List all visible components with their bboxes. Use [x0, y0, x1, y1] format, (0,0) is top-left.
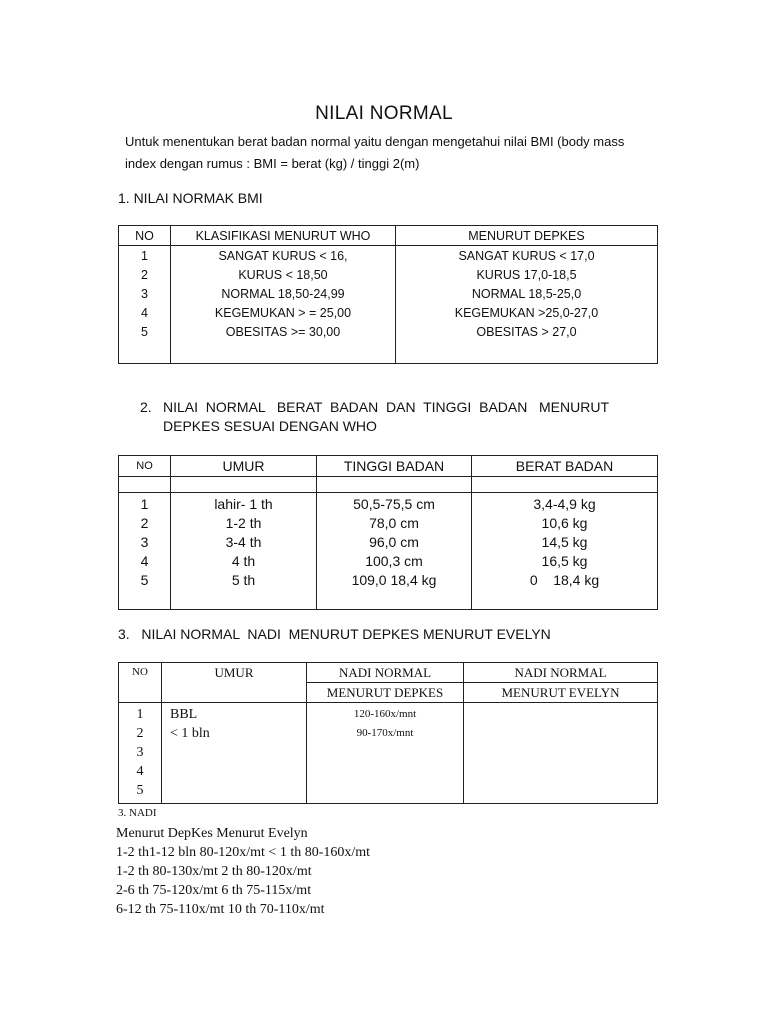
no-column: [119, 703, 162, 804]
table-header: NO: [119, 456, 171, 477]
table-cell: OBESITAS > 27,0: [476, 325, 577, 339]
table-cell: SANGAT KURUS < 17,0: [458, 249, 595, 263]
notes-line: 6-12 th 75-110x/mt 10 th 70-110x/mt: [116, 902, 325, 917]
table-cell: 5 th: [231, 572, 256, 588]
notes-line: Menurut DepKes Menurut Evelyn: [116, 826, 308, 841]
table-cell: 109,0 18,4 kg: [351, 572, 437, 588]
table-cell: 96,0 cm: [369, 534, 419, 550]
tinggi-column: [317, 493, 472, 610]
empty-cell: [472, 477, 658, 493]
table-header: TINGGI BADAN: [317, 456, 472, 477]
table-cell: < 1 bln: [170, 726, 210, 741]
table-cell: 1-2 th: [225, 515, 262, 531]
table-cell: NORMAL 18,5-25,0: [471, 287, 582, 301]
depkes-column: [307, 703, 464, 804]
intro-paragraph: [125, 131, 665, 175]
table-cell: 5: [141, 325, 148, 339]
empty-cell: [119, 477, 171, 493]
umur-column: [171, 493, 317, 610]
table-header: MENURUT DEPKES: [307, 683, 464, 703]
section2-heading: DEPKES SESUAI DENGAN WHO: [163, 418, 377, 434]
table-header: KLASIFIKASI MENURUT WHO: [171, 226, 396, 246]
table-cell: 4: [141, 306, 148, 320]
table-header: NADI NORMAL: [464, 663, 658, 683]
table-cell: NORMAL 18,50-24,99: [221, 287, 345, 301]
table-header: BERAT BADAN: [472, 456, 658, 477]
table-cell: BBL: [170, 707, 198, 722]
table-cell: KEGEMUKAN > = 25,00: [214, 306, 352, 320]
pulse-table: [118, 662, 658, 804]
table-cell: 3: [136, 745, 144, 760]
table-cell: 4: [136, 764, 144, 779]
table-cell: 3,4-4,9 kg: [533, 496, 596, 512]
table-cell: SANGAT KURUS < 16,: [218, 249, 348, 263]
table-header: UMUR: [171, 456, 317, 477]
empty-cell: [171, 477, 317, 493]
table-cell: 78,0 cm: [369, 515, 419, 531]
section3-heading: 3. NILAI NORMAL NADI MENURUT DEPKES MENURUT EVELYN: [118, 626, 551, 642]
notes-line: 2-6 th 75-120x/mt 6 th 75-115x/mt: [116, 883, 312, 898]
table-cell: 1: [140, 496, 149, 512]
table-header: NADI NORMAL: [307, 663, 464, 683]
depkes-column: [396, 246, 658, 364]
table-cell: 5: [136, 783, 144, 798]
table-cell: 3: [140, 534, 149, 550]
page-title: NILAI NORMAL: [315, 103, 453, 124]
table-cell: OBESITAS >= 30,00: [225, 325, 341, 339]
table-header: MENURUT EVELYN: [464, 683, 658, 703]
table-cell: 4 th: [231, 553, 256, 569]
bmi-table: [118, 225, 658, 364]
notes-block: [116, 824, 370, 919]
intro-line: index dengan rumus : BMI = berat (kg) / tinggi 2(m): [125, 156, 420, 171]
notes-line: 1-2 th 80-130x/mt 2 th 80-120x/mt: [116, 864, 312, 879]
table-cell: KEGEMUKAN >25,0-27,0: [454, 306, 599, 320]
table-cell: lahir- 1 th: [214, 496, 273, 512]
no-column: [119, 493, 171, 610]
table-header: NO: [119, 226, 171, 246]
section1-heading: 1. NILAI NORMAK BMI: [118, 190, 263, 206]
table-cell: 1: [136, 707, 144, 722]
umur-column: [162, 703, 307, 804]
table-header: NO: [119, 663, 162, 703]
table-cell: 0 18,4 kg: [529, 572, 600, 588]
table-cell: 4: [140, 553, 149, 569]
evelyn-column: [464, 703, 658, 804]
table-cell: 3: [141, 287, 148, 301]
table-cell: KURUS 17,0-18,5: [476, 268, 577, 282]
table-cell: 50,5-75,5 cm: [353, 496, 435, 512]
table-cell: 100,3 cm: [365, 553, 423, 569]
berat-column: [472, 493, 658, 610]
no-column: [119, 246, 171, 364]
notes-heading: 3. NADI: [118, 807, 157, 819]
who-column: [171, 246, 396, 364]
table-cell: 16,5 kg: [541, 553, 588, 569]
table-cell: 120-160x/mnt: [353, 708, 417, 720]
table-cell: KURUS < 18,50: [238, 268, 328, 282]
table-cell: 10,6 kg: [541, 515, 588, 531]
empty-cell: [317, 477, 472, 493]
notes-line: 1-2 th1-12 bln 80-120x/mt < 1 th 80-160x/mt: [116, 845, 371, 860]
table-cell: 90-170x/mnt: [356, 727, 414, 739]
table-cell: 2: [140, 515, 149, 531]
table-cell: 1: [141, 249, 148, 263]
table-header: UMUR: [162, 663, 307, 703]
table-cell: 5: [140, 572, 149, 588]
table-cell: 14,5 kg: [541, 534, 588, 550]
table-header: MENURUT DEPKES: [396, 226, 658, 246]
table-cell: 2: [136, 726, 144, 741]
table-cell: 3-4 th: [225, 534, 262, 550]
section2-number: 2.: [140, 399, 152, 415]
intro-line: Untuk menentukan berat badan normal yaitu dengan mengetahui nilai BMI (body mass: [125, 134, 625, 149]
section2-heading: NILAI NORMAL BERAT BADAN DAN TINGGI BADAN MENURUT: [163, 399, 609, 415]
weight-height-table: [118, 455, 658, 610]
table-cell: 2: [141, 268, 148, 282]
